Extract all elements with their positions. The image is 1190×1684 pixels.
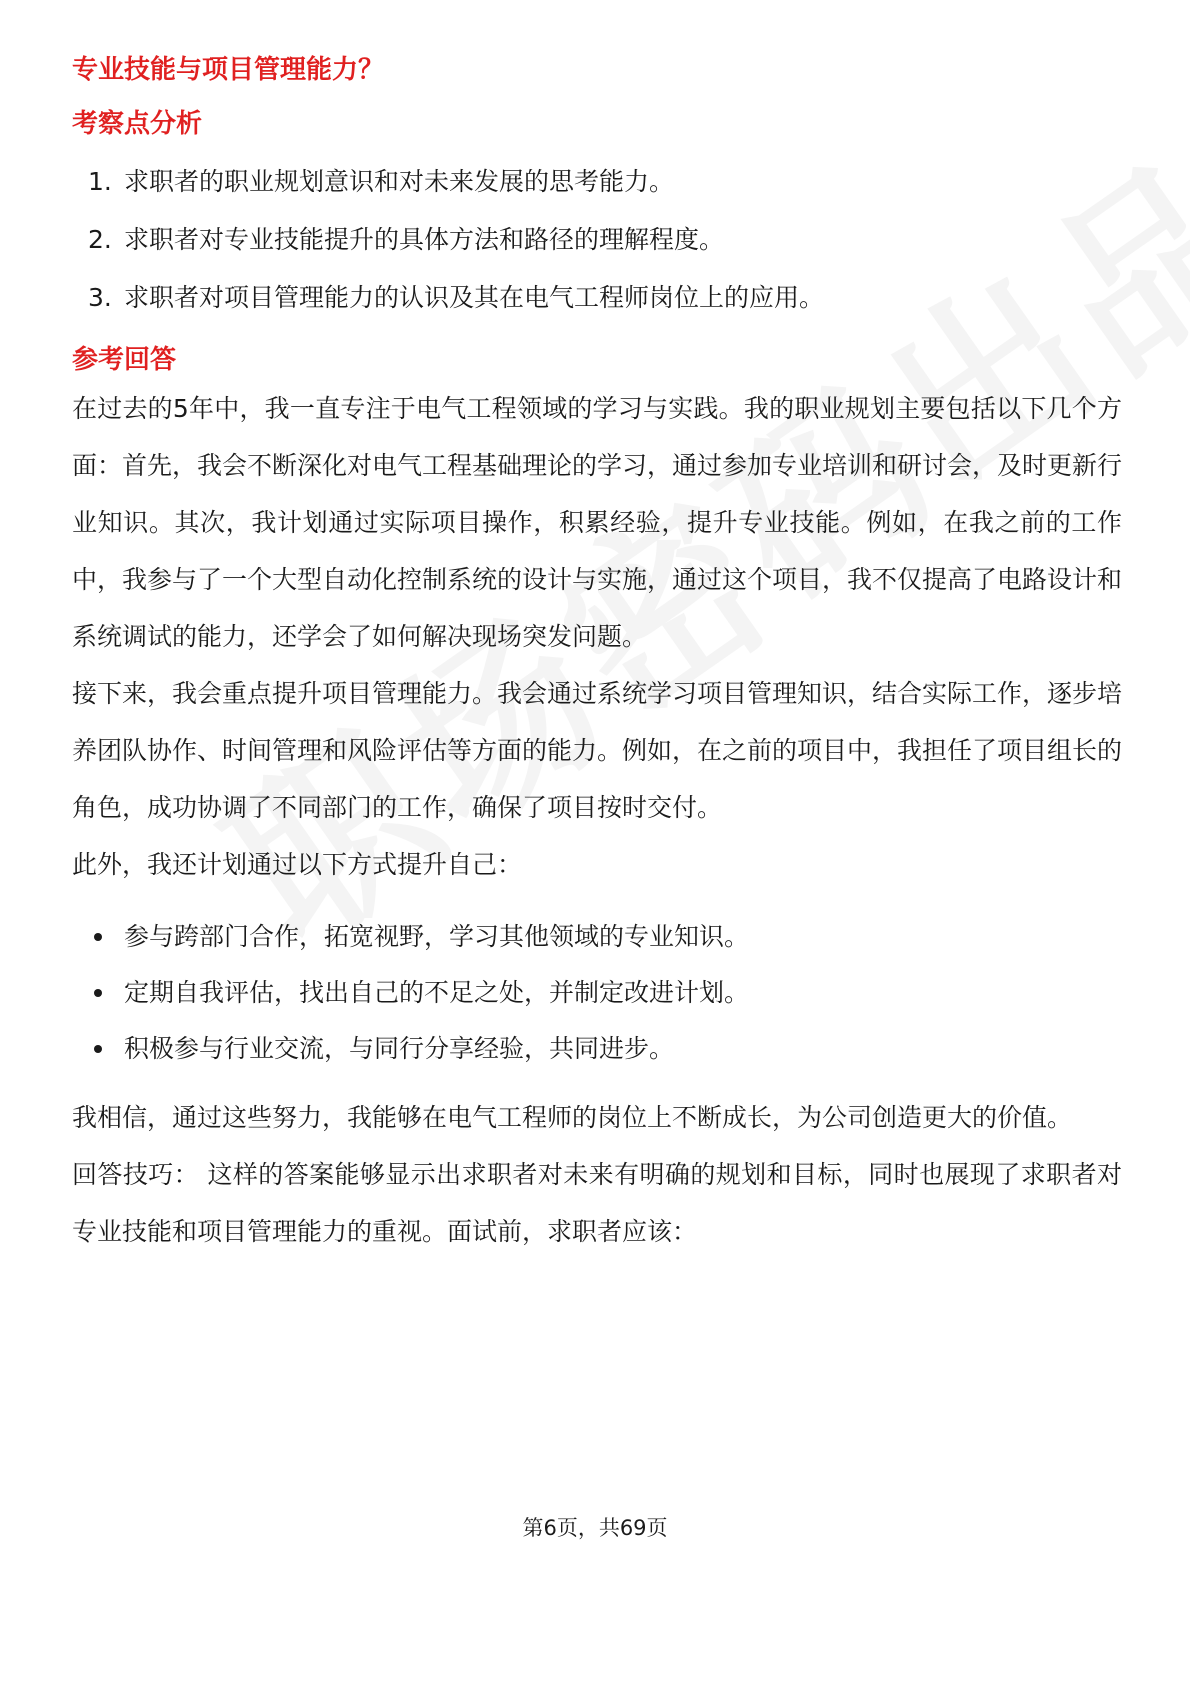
analysis-item-text: 求职者对专业技能提升的具体方法和路径的理解程度。 [124, 225, 725, 254]
analysis-item [72, 282, 1122, 314]
analysis-heading: 考察点分析 [72, 109, 203, 139]
answer-tips-paragraph: 回答技巧： 这样的答案能够显示出求职者对未来有明确的规划和目标，同时也展现了求职者对专业技能和项目管理能力的重视。面试前，求职者应该： [72, 1160, 1122, 1246]
improvement-list [72, 921, 1122, 1065]
answer-paragraph-4: 我相信，通过这些努力，我能够在电气工程师的岗位上不断成长，为公司创造更大的价值。 [72, 1103, 1073, 1132]
improvement-item-text: 积极参与行业交流，与同行分享经验，共同进步。 [124, 1034, 675, 1063]
improvement-item [72, 1033, 1122, 1065]
analysis-item-number: 1. [88, 167, 112, 196]
improvement-item [72, 921, 1122, 953]
question-title: 专业技能与项目管理能力？ [72, 55, 385, 85]
answer-paragraph-1: 在过去的5年中，我一直专注于电气工程领域的学习与实践。我的职业规划主要包括以下几个方面：首先，我会不断深化对电气工程基础理论的学习，通过参加专业培训和研讨会，及时更新行业知识。其次，我计划通过实际项目操作，积累经验，提升专业技能。例如，在我之前的工作中，我参与了一个大型自动化控制系统的设计与实施，通过这个项目，我不仅提高了电路设计和系统调试的能力，还学会了如何解决现场突发问题。 [72, 394, 1123, 651]
analysis-item-number: 3. [88, 283, 112, 312]
page-number-footer: 第6页，共69页 [522, 1516, 668, 1540]
analysis-item [72, 166, 1122, 198]
bullet-dot-icon [94, 1045, 102, 1053]
analysis-list [72, 166, 1122, 314]
analysis-item-text: 求职者的职业规划意识和对未来发展的思考能力。 [124, 167, 675, 196]
analysis-item-text: 求职者对项目管理能力的认识及其在电气工程师岗位上的应用。 [124, 283, 825, 312]
page-content [72, 46, 1122, 1260]
improvement-item-text: 定期自我评估，找出自己的不足之处，并制定改进计划。 [124, 978, 750, 1007]
analysis-item [72, 224, 1122, 256]
analysis-item-number: 2. [88, 225, 112, 254]
answer-paragraph-3: 此外，我还计划通过以下方式提升自己： [72, 850, 523, 879]
improvement-item [72, 977, 1122, 1009]
improvement-item-text: 参与跨部门合作，拓宽视野，学习其他领域的专业知识。 [124, 922, 750, 951]
bullet-dot-icon [94, 989, 102, 997]
bullet-dot-icon [94, 933, 102, 941]
answer-paragraph-2: 接下来，我会重点提升项目管理能力。我会通过系统学习项目管理知识，结合实际工作，逐步培养团队协作、时间管理和风险评估等方面的能力。例如，在之前的项目中，我担任了项目组长的角色，成功协调了不同部门的工作，确保了项目按时交付。 [72, 679, 1123, 822]
answer-heading: 参考回答 [72, 345, 177, 375]
